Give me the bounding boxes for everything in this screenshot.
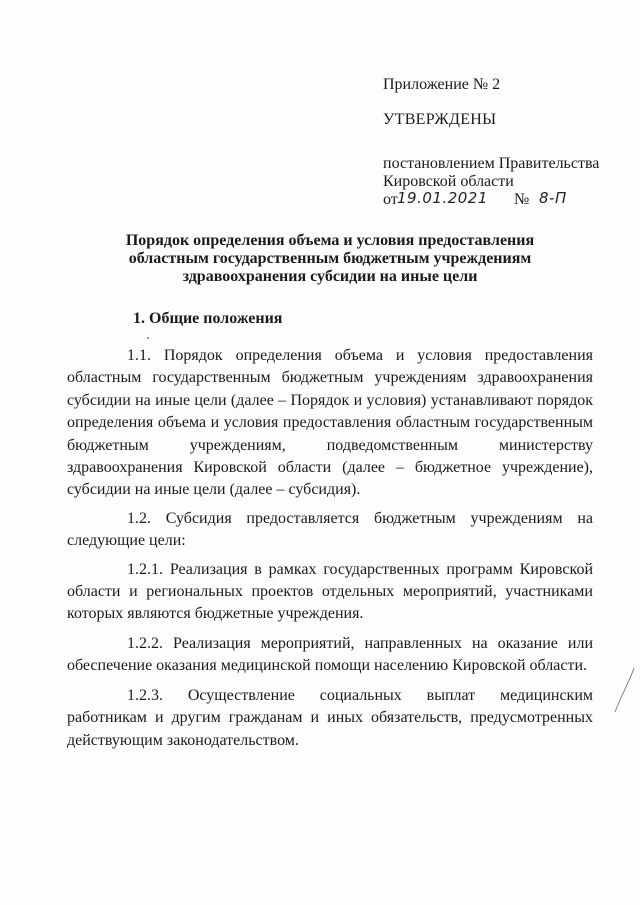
- from-label: от: [383, 191, 398, 208]
- scan-dot: [147, 337, 149, 339]
- approved-label: УТВЕРЖДЕНЫ: [383, 111, 497, 128]
- paragraph-1-2: 1.2. Субсидия предоставляется бюджетным учреждениям на следующие цели:: [67, 509, 593, 550]
- handwritten-date: 19.01.2021: [397, 189, 488, 207]
- document-title: [100, 232, 560, 286]
- title-line-2: областным государственным бюджетным учреждениям: [128, 250, 532, 267]
- paragraph-1-2-1: 1.2.1. Реализация в рамках государственных программ Кировской области и региональных проектов отдельных мероприятий, участниками которых являются бюджетные учреждения.: [67, 560, 593, 623]
- number-sign: №: [514, 191, 530, 208]
- handwritten-number: 8-П: [539, 189, 567, 207]
- margin-pen-mark: [612, 666, 636, 716]
- approval-block: [383, 76, 623, 211]
- decree-line-2: Кировской области: [383, 173, 514, 190]
- body-text: [67, 345, 593, 759]
- paragraph-1-1: 1.1. Порядок определения объема и условия предоставления областным государственным бюджетным учреждениям здравоохранения субсидии на иные цели (далее – Порядок и условия) устанавливают порядок определения объема и условия предоставления областным государственным бюджетным учреждениям, подведомственным министерству здравоохранения Кировской области (далее – бюджетное учреждение), субсидии на иные цели (далее – субсидия).: [67, 347, 593, 499]
- decree-date-line: [383, 191, 623, 211]
- decree-line-1: постановлением Правительства: [383, 155, 600, 172]
- paragraph-1-2-3: 1.2.3. Осуществление социальных выплат медицинским работникам и другим гражданам и иных обязательств, предусмотренных действующим законодательством.: [67, 686, 593, 749]
- title-line-3: здравоохранения субсидии на иные цели: [182, 268, 478, 285]
- paragraph-1-2-2: 1.2.2. Реализация мероприятий, направленных на оказание или обеспечение оказания медицинской помощи населению Кировской области.: [67, 634, 593, 675]
- title-line-1: Порядок определения объема и условия предоставления: [125, 232, 535, 249]
- section-heading: 1. Общие положения: [133, 310, 283, 327]
- appendix-label: Приложение № 2: [383, 76, 501, 93]
